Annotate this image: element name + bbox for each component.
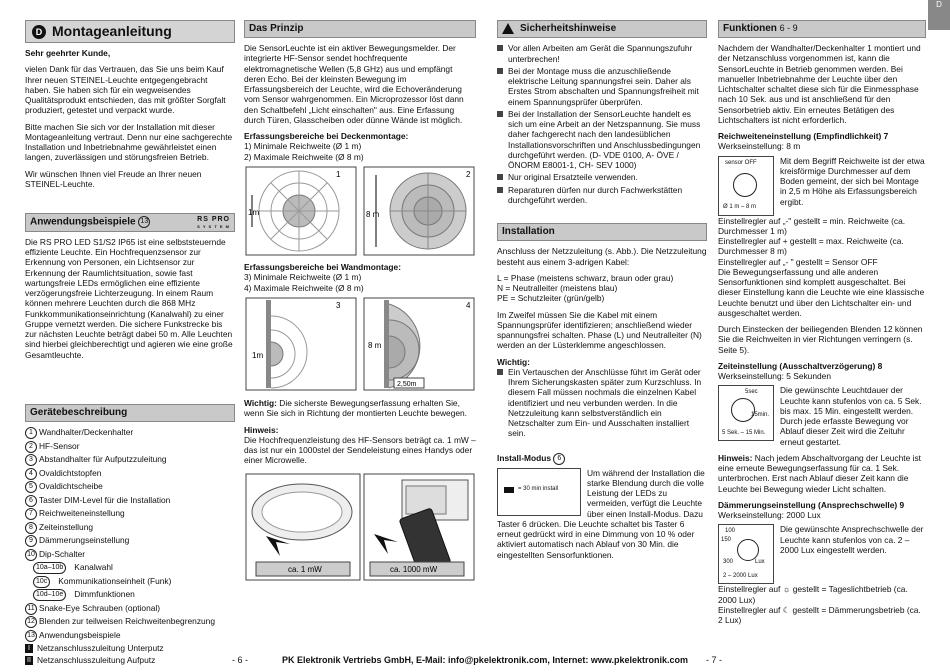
ceiling-detection-figure: [244, 165, 476, 257]
part-item: [25, 643, 235, 653]
installation-header: [497, 223, 707, 241]
daemm-block: [718, 524, 926, 584]
part-number: 4: [25, 468, 37, 480]
ceiling-min-pattern: [259, 171, 339, 251]
montage-header: [25, 20, 235, 43]
reich-side: Mit dem Begriff Reichweite ist der etwa kreisförmige Durchmesser auf dem Boden gemeint, der sich bei Montage in 2,5 m Höhe als Erfassungsbereich ergibt.: [780, 155, 925, 207]
time-dial-b: 15min.: [751, 412, 770, 419]
decke-2: 2) Maximale Reichweite (Ø 8 m): [244, 151, 364, 162]
part-item: [25, 522, 235, 534]
part-label: Ovaldichtstopfen: [39, 467, 102, 478]
wire-pe: PE = Schutzleiter (grün/gelb): [497, 293, 605, 304]
part-item: [25, 576, 235, 588]
part-item: [25, 481, 235, 493]
part-item: [25, 468, 235, 480]
prinzip-hinweis-text: Die Hochfrequenzleistung des HF-Sensors beträgt ca. 1 mW – das ist nur ein 1000stel der Sendeleistung eines Handys oder einer Microwelle.: [244, 434, 476, 466]
greeting: Sehr geehrter Kunde,: [25, 48, 111, 59]
fig-label-8m-wall: 8 m: [368, 340, 382, 350]
anwendung-num: 13: [138, 216, 150, 228]
part-number: 10a–10b: [33, 562, 66, 574]
column-4: [718, 20, 926, 631]
montage-p3: Wir wünschen Ihnen viel Freude an Ihrer neuen STEINEL-Leuchte.: [25, 168, 202, 189]
install-mode-label: = 30 min install: [518, 485, 559, 492]
funk-hinweis-text: Nach jedem Abschaltvorgang der Leuchte ist eine erneute Bewegungserfassung für ca. 1 Sek. unterbrochen. Erst nach Ablauf dieser Zeit kann die Leuchte bei Bewegung wieder Licht schalten.: [718, 452, 921, 494]
language-tab-label: D: [936, 0, 942, 9]
wall-detection-figure: [244, 296, 476, 392]
lux-dial-icon: [737, 539, 759, 561]
part-label: Abstandhalter für Aufputzzuleitung: [39, 454, 167, 465]
modus-title-row: [497, 453, 707, 465]
column-1: [25, 20, 235, 667]
part-item: [25, 562, 235, 574]
caption-1000mw: ca. 1000 mW: [390, 564, 438, 574]
part-number: 6: [25, 495, 37, 507]
time-dial-c: 5 Sek. – 15 Min.: [722, 430, 766, 437]
lux-dial-d: Lux: [755, 559, 765, 566]
prinzip-hinweis-label: Hinweis:: [244, 424, 279, 435]
daemm-title: Dämmerungseinstellung (Ansprechschwelle) 9: [718, 499, 905, 510]
wire-n: N = Neutralleiter (meistens blau): [497, 283, 618, 294]
anwendung-header: [25, 213, 235, 232]
fig-label-4: 4: [466, 300, 471, 310]
lux-dial-a: 100: [725, 528, 736, 535]
anwendung-text: Die RS PRO LED S1/S2 IP65 ist eine selbststeuernde effiziente Leuchte. Ein Hochfrequenzsensor zur Erkennung von Personen, ein Lichtsensor zur Erkennung der Raumlichtsituation, sowie fast wartungsfreie LEDs ermöglichen eine effiziente verzögerungsfreie Lichterzeugung. In einem Raum können mehrere Leuchten durch die 868 MHz Funkkommunikationseinrichtung (Kanalwahl) zu einer Gruppe vernetzt werden. Die sichere Funkstrecke bis zur nächsten Leuchte beträgt dabei 50 m. Alle Leuchten sind hierbei gleichberechtigt und agieren wie eine große Gesamtleuchte.: [25, 236, 233, 360]
page-number-left: - 6 -: [232, 655, 249, 666]
page-number-right: - 7 -: [706, 655, 723, 666]
part-number: 10d–10e: [33, 589, 66, 601]
part-item: [25, 549, 235, 561]
part-item: [25, 495, 235, 507]
logo-line1: RS PRO: [197, 216, 230, 224]
daemm-side: Die gewünschte Ansprechschwelle der Leuchte kann stufenlos von ca. 2 – 2000 Lux eingestellt werden.: [780, 524, 924, 555]
safety-item: Reparaturen dürfen nur durch Fachwerkstätten durchgeführt werden.: [497, 185, 707, 206]
fig-label-1: 1: [336, 169, 341, 179]
part-number: 2: [25, 441, 37, 453]
safety-list: [497, 43, 707, 205]
wire-l: L = Phase (meistens schwarz, braun oder grau): [497, 272, 674, 283]
part-item: [25, 616, 235, 628]
part-item: [25, 508, 235, 520]
fig-label-3: 3: [336, 300, 341, 310]
decke-1: 1) Minimale Reichweite (Ø 1 m): [244, 141, 362, 152]
part-number: 1: [25, 427, 37, 439]
blenden-text: Durch Einstecken der beiliegenden Blenden 12 können Sie die Reichweiten in vier Richtungen verringern (s. Seite 5).: [718, 324, 923, 355]
part-number: 13: [25, 630, 37, 642]
prinzip-header: [244, 20, 476, 38]
lux-dial-b: 150: [721, 537, 732, 544]
part-item: [25, 535, 235, 547]
anwendung-title: Anwendungsbeispiele: [30, 216, 136, 228]
microwave-icon: [402, 480, 468, 520]
power-comparison-figure: [244, 472, 476, 584]
footer-text: PK Elektronik Vertriebs GmbH, E-Mail: info@pkelektronik.com, Internet: www.pkelektronik.com: [282, 655, 689, 666]
funktionen-intro: Nachdem der Wandhalter/Deckenhalter 1 montiert und der Netzanschluss vorgenommen ist, kann die SensorLeuchte in Betrieb genommen werden. Bei manueller Inbetriebnahme der Leuchte über den Lichtschalter schaltet diese sich für die Einmessphase nach 10 Sek. aus und ist anschließend für den Sensorbetrieb aktiv. Ein erneutes Betätigen des Lichtschalters ist nicht erforderlich.: [718, 43, 921, 125]
funk-hinweis-label: Hinweis:: [718, 452, 753, 463]
part-number: 11: [25, 603, 37, 615]
fig-label-1m-wall: 1m: [252, 350, 264, 360]
part-number: 12: [25, 616, 37, 628]
reich-werk: Werkseinstellung: 8 m: [718, 141, 801, 152]
part-label: Netzanschlusszuleitung Aufputz: [37, 654, 156, 665]
lamp-icon: [252, 484, 352, 540]
part-label: Wandhalter/Deckenhalter: [39, 427, 134, 438]
part-number: 9: [25, 535, 37, 547]
part-item: [25, 441, 235, 453]
column-2: [244, 20, 476, 586]
rs-pro-logo: [197, 216, 230, 230]
geraete-title: Gerätebeschreibung: [30, 406, 128, 418]
lux-dial-e: 2 – 2000 Lux: [723, 573, 758, 580]
wand-4: 4) Maximale Reichweite (Ø 8 m): [244, 282, 364, 293]
fig-label-1m: 1m: [248, 207, 260, 217]
part-number: 10: [25, 549, 37, 561]
part-label: Kommunikationseinheit (Funk): [58, 575, 172, 586]
safety-item: Bei der Montage muss die anzuschließende elektrische Leitung spannungsfrei sein. Daher als Erstes Strom abschalten und Spannungsfreiheit mit einem Spannungsprüfer überprüfen.: [497, 66, 707, 107]
sicherheit-header: [497, 20, 707, 38]
part-number: 7: [25, 508, 37, 520]
sicherheit-title: Sicherheitshinweise: [520, 23, 617, 35]
column-3: [497, 20, 707, 566]
fig-label-2: 2: [466, 169, 471, 179]
safety-item: Nur original Ersatzteile verwenden.: [497, 172, 707, 182]
decke-title: Erfassungsbereiche bei Deckenmontage:: [244, 131, 409, 142]
daemm-werk: Werkseinstellung: 2000 Lux: [718, 510, 821, 521]
install-wichtig-text: Ein Vertauschen der Anschlüsse führt im Gerät oder Ihrem Sicherungskasten später zum Kurzschluss. In diesem Fall müssen nochmals die einzelnen Kabel identifiziert und neu verbunden werden. In die Netzzuleitung kann selbstverständlich ein Netzschalter zum Ein- und Ausschalten installiert sein.: [497, 367, 707, 439]
caption-1mw: ca. 1 mW: [288, 564, 322, 574]
funktionen-header: [718, 20, 926, 38]
part-label: Blenden zur teilweisen Reichweitenbegrenzung: [39, 616, 215, 627]
range-dial-image: [718, 156, 774, 216]
zeit-side: Die gewünschte Leuchtdauer der Leuchte kann stufenlos von ca. 5 Sek. bis max. 15 Min. eingestellt werden. Durch jede erfasste Bewegung vor Ablauf dieser Zeit wird die Zeituhr erneut gestartet.: [780, 385, 922, 447]
zeit-werk: Werkseinstellung: 5 Sekunden: [718, 371, 831, 382]
modus-num: 6: [553, 453, 565, 465]
part-label: Zeiteinstellung: [39, 521, 94, 532]
part-item: [25, 454, 235, 466]
daemm-list: Einstellregler auf ☼ gestellt = Tageslichtbetrieb (ca. 2000 Lux) Einstellregler auf ☾ gestellt = Dämmerungsbetrieb (ca. 2 Lux): [718, 584, 921, 626]
wand-title: Erfassungsbereiche bei Wandmontage:: [244, 262, 401, 273]
fig-label-8m: 8 m: [366, 209, 380, 219]
install-mode-image: [497, 468, 581, 516]
prinzip-wichtig-text: Die sicherste Bewegungserfassung erhalten Sie, wenn Sie sich in Richtung der montierten Leuchte bewegen.: [244, 398, 468, 419]
part-item: [25, 603, 235, 615]
part-label: Snake-Eye Schrauben (optional): [39, 602, 161, 613]
installation-title: Installation: [502, 226, 555, 238]
safety-item: Bei der Installation der SensorLeuchte handelt es sich um eine Arbeit an der Netzspannung. Sie muss daher fachgerecht nach den landesüblichen Installationsvorschriften und Anschlussbedingungen durchgeführt werden. (D- VDE 0100, A- ÖVE / ÖNORM E8001-1, CH- SEV 1000): [497, 109, 707, 171]
reich-block: [718, 156, 926, 216]
range-dial-icon: [733, 173, 757, 197]
part-item: [25, 589, 235, 601]
language-tab: [928, 0, 950, 30]
part-label: Reichweiteneinstellung: [39, 508, 125, 519]
part-label: Kanalwahl: [74, 562, 113, 573]
logo-line2: S Y S T E M: [197, 224, 230, 230]
part-label: Ovaldichtscheibe: [39, 481, 103, 492]
time-dial-image: [718, 385, 774, 441]
fig-label-250: 2,50m: [397, 380, 417, 388]
part-label: Dimmfunktionen: [74, 589, 135, 600]
part-number: 10c: [33, 576, 50, 588]
time-dial-a: 5sec: [745, 389, 758, 396]
part-label: HF-Sensor: [39, 440, 80, 451]
prinzip-wichtig-label: Wichtig:: [244, 398, 277, 409]
montage-p1: vielen Dank für das Vertrauen, das Sie uns beim Kauf Ihrer neuen STEINEL-Leuchte entgegengebracht haben. Sie haben sich für ein wegweisendes Qualitätsprodukt entschieden, das mit größter Sorgfalt produziert, getestet und verpackt wurde.: [25, 64, 226, 116]
part-label: Taster DIM-Level für die Installation: [39, 494, 171, 505]
zeit-title: Zeiteinstellung (Ausschaltverzögerung) 8: [718, 360, 883, 371]
warning-icon: [502, 23, 514, 34]
ceiling-max-pattern: [390, 173, 466, 249]
range-dial-bottom: Ø 1 m – 8 m: [723, 204, 757, 211]
montage-title: Montageanleitung: [52, 23, 172, 39]
parts-list: [25, 427, 235, 665]
prinzip-text: Die SensorLeuchte ist ein aktiver Bewegungsmelder. Der integrierte HF-Sensor sendet hochfrequente elektromagnetische Wellen (5,8 GHz) aus und empfängt deren Echo. Bei der kleinsten Bewegung im Erfassungsbereich der Leuchte, wird die Echoveränderung vom Sensor wahrgenommen. Ein Microprozessor löst dann den Schaltbefehl „Licht einschalten" aus. Eine Erfassung durch Türen, Glasscheiben oder dünne Wände ist möglich.: [244, 43, 464, 125]
modus-block: [497, 468, 707, 560]
safety-item: Vor allen Arbeiten am Gerät die Spannungszufuhr unterbrechen!: [497, 43, 707, 64]
wand-3: 3) Minimale Reichweite (Ø 1 m): [244, 272, 362, 283]
install-wichtig-label: Wichtig:: [497, 356, 530, 367]
lux-dial-image: [718, 524, 774, 584]
funktionen-range: 6 - 9: [779, 23, 798, 33]
modus-text: Um während der Installation die starke Blendung durch die volle Leistung der LEDs zu vermeiden, verfügt die Leuchte über einen Install-Modus. Dazu Taster 6 drücken. Die Leuchte schaltet bis Taster 6 erneut gedrückt wird in eine Dimmung von 10 % oder aktiviert automatisch nach Ablauf von 30 Min. die eingestellten Sensorfunktionen.: [497, 467, 705, 560]
part-number: 3: [25, 454, 37, 466]
geraete-header: [25, 404, 235, 422]
modus-title: Install-Modus: [497, 452, 551, 463]
part-item: [25, 427, 235, 439]
part-label: Dip-Schalter: [39, 548, 86, 559]
language-badge: D: [32, 25, 46, 39]
funktionen-title: Funktionen: [723, 23, 777, 34]
lux-dial-c: 300: [723, 559, 734, 566]
part-item: [25, 630, 235, 642]
part-number: II: [25, 656, 33, 665]
range-dial-top: sensor OFF: [725, 159, 757, 166]
part-number: I: [25, 644, 33, 653]
installation-intro: Anschluss der Netzzuleitung (s. Abb.). Die Netzzuleitung besteht aus einem 3-adrigen Kabel:: [497, 246, 707, 267]
part-item: [25, 655, 235, 665]
montage-p2: Bitte machen Sie sich vor der Installation mit dieser Montageanleitung vertraut. Denn nur eine sachgerechte Installation und Inbetriebnahme gewährleistet einen langen, zuverlässigen und störungsfreien Betrieb.: [25, 121, 233, 163]
part-number: 8: [25, 522, 37, 534]
part-label: Anwendungsbeispiele: [39, 629, 121, 640]
part-label: Dämmerungseinstellung: [39, 535, 130, 546]
part-number: 5: [25, 481, 37, 493]
installation-p2: Im Zweifel müssen Sie die Kabel mit einem Spannungsprüfer identifizieren; anschließend wieder spannungsfrei schalten. Phase (L) und Neutralleiter (N) werden an der Lüsterklemme angeschlossen.: [497, 309, 702, 351]
part-label: Netzanschlusszuleitung Unterputz: [37, 643, 164, 654]
zeit-block: [718, 385, 926, 453]
prinzip-title: Das Prinzip: [249, 23, 304, 34]
button-icon: [504, 487, 514, 493]
reich-list: Einstellregler auf „-" gestellt = min. Reichweite (ca. Durchmesser 1 m) Einstellregler auf + gestellt = max. Reichweite (ca. Durchmesser 8 m) Einstellregler auf „- " gestellt = Sensor OFF Die Bewegungserfassung und alle anderen Sensorfunktionen sind komplett ausgeschaltet. Bei dieser Einstellung kann die Leuchte wie eine klassische Leuchte benutzt und über den Lichtschalter ein- und ausgeschaltet werden.: [718, 215, 925, 318]
reich-title: Reichweiteneinstellung (Empfindlichkeit) 7: [718, 131, 889, 142]
